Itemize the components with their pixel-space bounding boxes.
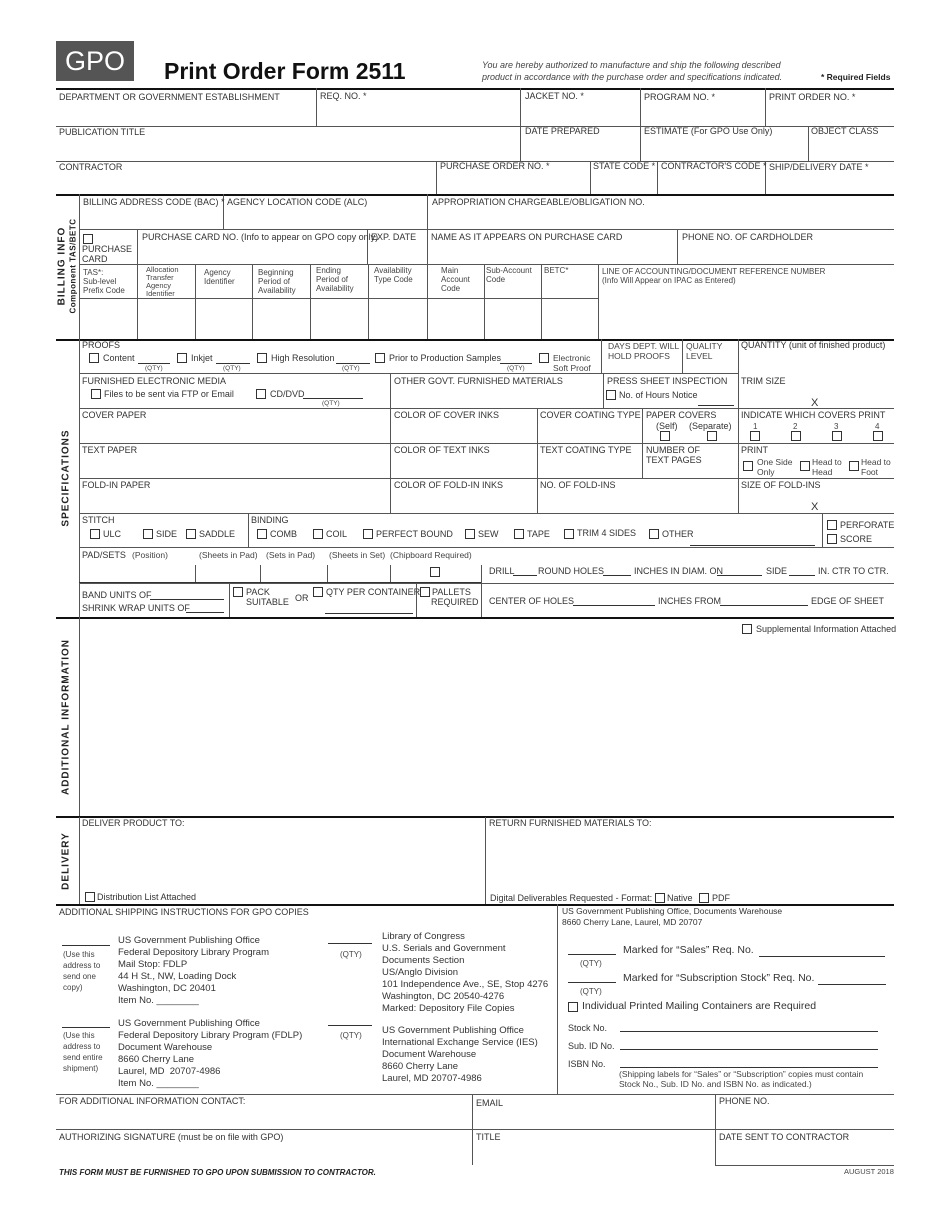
ending-period-label: Ending Period of Availability bbox=[316, 266, 354, 293]
comb-checkbox[interactable] bbox=[257, 529, 267, 539]
purchase-card-checkbox[interactable] bbox=[83, 234, 93, 244]
chipboard-label: (Chipboard Required) bbox=[390, 550, 472, 560]
sew-checkbox[interactable] bbox=[465, 529, 475, 539]
cover-2-checkbox[interactable] bbox=[791, 431, 801, 441]
purchase-order-no-label[interactable]: PURCHASE ORDER NO. * bbox=[440, 161, 550, 171]
in-ctr-to-ctr-label: IN. CTR TO CTR. bbox=[818, 566, 889, 576]
availability-type-label: Availability Type Code bbox=[374, 266, 413, 284]
jacket-no-label[interactable]: JACKET NO. * bbox=[525, 91, 584, 101]
round-holes-label: ROUND HOLES bbox=[538, 566, 605, 576]
comb-label: COMB bbox=[270, 529, 297, 539]
self-cover-label: (Self) bbox=[656, 421, 678, 431]
library-of-congress-address: Library of Congress U.S. Serials and Government Documents Section US/Anglo Division 101 Independence Ave., SE, Stop 4276 Washington, DC 20540-4276 Marked: Depository File Copies bbox=[382, 931, 549, 1014]
sub-account-label: Sub-Account Code bbox=[486, 266, 532, 284]
betc-label: BETC* bbox=[544, 266, 569, 275]
content-checkbox[interactable] bbox=[89, 353, 99, 363]
contractor-label[interactable]: CONTRACTOR bbox=[59, 162, 123, 172]
marked-subscription-label: Marked for “Subscription Stock” Req. No. bbox=[623, 972, 815, 984]
distribution-list-checkbox[interactable] bbox=[85, 892, 95, 902]
saddle-label: SADDLE bbox=[199, 529, 236, 539]
agency-identifier-label: Agency Identifier bbox=[204, 268, 235, 286]
no-foldins-label[interactable]: NO. OF FOLD-INS bbox=[540, 480, 616, 490]
other-binding-checkbox[interactable] bbox=[649, 529, 659, 539]
subscription-qty: (QTY) bbox=[580, 987, 602, 996]
fdlp-address: US Government Publishing Office Federal Depository Library Program Mail Stop: FDLP 44 H St., NW, Loading Dock Washington, DC 20401 Item No. ________ bbox=[118, 935, 270, 1006]
ftp-label: Files to be sent via FTP or Email bbox=[104, 389, 234, 399]
head-to-foot-label: Head to Foot bbox=[861, 457, 891, 477]
pallets-checkbox[interactable] bbox=[420, 587, 430, 597]
pallets-label: PALLETS REQUIRED bbox=[431, 587, 479, 607]
authorization-line-2: product in accordance with the purchase order and specifications indicated. bbox=[482, 72, 783, 82]
trim-4-sides-checkbox[interactable] bbox=[564, 529, 574, 539]
contractors-code-label[interactable]: CONTRACTOR'S CODE * bbox=[661, 161, 767, 171]
cover-3-label: 3 bbox=[834, 422, 839, 431]
cddvd-label: CD/DVD bbox=[270, 389, 305, 399]
exp-date-label[interactable]: EXP. DATE bbox=[371, 232, 417, 242]
cover-1-checkbox[interactable] bbox=[750, 431, 760, 441]
email-label[interactable]: EMAIL bbox=[476, 1098, 504, 1108]
program-no-label[interactable]: PROGRAM NO. * bbox=[644, 92, 716, 102]
size-foldins-label[interactable]: SIZE OF FOLD-INS bbox=[741, 480, 821, 490]
cover-paper-label[interactable]: COVER PAPER bbox=[82, 410, 147, 420]
cover-inks-label[interactable]: COLOR OF COVER INKS bbox=[394, 410, 500, 420]
ulc-label: ULC bbox=[103, 529, 122, 539]
shrink-wrap-label: SHRINK WRAP UNITS OF bbox=[82, 603, 190, 613]
cover-1-label: 1 bbox=[753, 422, 758, 431]
department-label[interactable]: DEPARTMENT OR GOVERNMENT ESTABLISHMENT bbox=[59, 92, 280, 102]
sheets-in-pad-label: (Sheets in Pad) bbox=[199, 550, 258, 560]
title-label[interactable]: TITLE bbox=[476, 1132, 501, 1142]
pdf-label: PDF bbox=[712, 893, 730, 903]
side-stitch-checkbox[interactable] bbox=[143, 529, 153, 539]
foldin-inks-label[interactable]: COLOR OF FOLD-IN INKS bbox=[394, 480, 504, 490]
req-no-label[interactable]: REQ. NO. * bbox=[320, 91, 367, 101]
sub-id-label: Sub. ID No. bbox=[568, 1041, 615, 1051]
perfect-bound-label: PERFECT BOUND bbox=[376, 529, 453, 539]
isbn-label: ISBN No. bbox=[568, 1059, 606, 1069]
perfect-bound-checkbox[interactable] bbox=[363, 529, 373, 539]
self-cover-checkbox[interactable] bbox=[660, 431, 670, 441]
signature-label[interactable]: AUTHORIZING SIGNATURE (must be on file with GPO) bbox=[59, 1132, 284, 1142]
inkjet-label: Inkjet bbox=[191, 353, 213, 363]
sets-in-pad-label: (Sets in Pad) bbox=[266, 550, 316, 560]
text-inks-label[interactable]: COLOR OF TEXT INKS bbox=[394, 445, 490, 455]
foldin-paper-label[interactable]: FOLD-IN PAPER bbox=[82, 480, 151, 490]
fdlp-warehouse-address: US Government Publishing Office Federal Depository Library Program (FDLP) Document Warehouse 8660 Cherry Lane Laurel, MD 20707-4986 Item No. ________ bbox=[118, 1018, 303, 1089]
electronic-proof-checkbox[interactable] bbox=[539, 353, 549, 363]
band-units-label: BAND UNITS OF bbox=[82, 590, 152, 600]
print-order-no-label[interactable]: PRINT ORDER NO. * bbox=[769, 92, 856, 102]
cover-4-label: 4 bbox=[875, 422, 880, 431]
additional-info-side-label: ADDITIONAL INFORMATION bbox=[60, 638, 72, 796]
marked-sales-label: Marked for “Sales” Req. No. bbox=[623, 944, 754, 956]
ftp-checkbox[interactable] bbox=[91, 389, 101, 399]
beginning-period-label: Beginning Period of Availability bbox=[258, 268, 296, 295]
foldin-size-x: X bbox=[811, 501, 819, 513]
quantity-label[interactable]: QUANTITY (unit of finished product) bbox=[741, 340, 886, 350]
prior-production-checkbox[interactable] bbox=[375, 353, 385, 363]
native-checkbox[interactable] bbox=[655, 893, 665, 903]
one-side-checkbox[interactable] bbox=[743, 461, 753, 471]
page-title: Print Order Form 2511 bbox=[164, 58, 406, 84]
number-text-pages-label[interactable]: NUMBER OF TEXT PAGES bbox=[646, 445, 702, 465]
separate-cover-checkbox[interactable] bbox=[707, 431, 717, 441]
state-code-label[interactable]: STATE CODE * bbox=[593, 161, 656, 171]
estimate-label[interactable]: ESTIMATE (For GPO Use Only) bbox=[644, 126, 773, 136]
publication-title-label[interactable]: PUBLICATION TITLE bbox=[59, 127, 146, 137]
individual-containers-checkbox[interactable] bbox=[568, 1002, 578, 1012]
inkjet-qty: (QTY) bbox=[223, 365, 241, 372]
paper-covers-label: PAPER COVERS bbox=[646, 410, 717, 420]
contact-label[interactable]: FOR ADDITIONAL INFORMATION CONTACT: bbox=[59, 1096, 246, 1106]
print-label: PRINT bbox=[741, 445, 768, 455]
high-res-qty: (QTY) bbox=[342, 365, 360, 372]
sales-qty: (QTY) bbox=[580, 959, 602, 968]
delivery-side-label: DELIVERY bbox=[60, 832, 72, 890]
return-to-label[interactable]: RETURN FURNISHED MATERIALS TO: bbox=[489, 818, 652, 828]
position-label: (Position) bbox=[132, 550, 168, 560]
binding-label: BINDING bbox=[251, 515, 289, 525]
shipping-labels-note: (Shipping labels for “Sales” or “Subscription” copies must contain Stock No., Sub. ID No. and ISBN No. as indicated.) bbox=[619, 1069, 864, 1089]
ulc-checkbox[interactable] bbox=[90, 529, 100, 539]
chipboard-checkbox[interactable] bbox=[430, 567, 440, 577]
fdlp-warehouse-qty: (QTY) bbox=[340, 1031, 362, 1040]
billing-component-side-label: Component TAS/BETC bbox=[68, 218, 78, 314]
phone-label[interactable]: PHONE NO. bbox=[719, 1096, 770, 1106]
cover-4-checkbox[interactable] bbox=[873, 431, 883, 441]
coil-label: COIL bbox=[326, 529, 348, 539]
saddle-checkbox[interactable] bbox=[186, 529, 196, 539]
press-sheet-label: PRESS SHEET INSPECTION bbox=[607, 376, 728, 386]
separate-cover-label: (Separate) bbox=[689, 421, 732, 431]
appropriation-label[interactable]: APPROPRIATION CHARGEABLE/OBLIGATION NO. bbox=[432, 197, 645, 207]
gpo-logo: GPO bbox=[56, 41, 134, 81]
cover-coating-label[interactable]: COVER COATING TYPE bbox=[540, 410, 641, 420]
trim-size-label[interactable]: TRIM SIZE bbox=[741, 376, 786, 386]
tape-checkbox[interactable] bbox=[514, 529, 524, 539]
which-covers-label: INDICATE WHICH COVERS PRINT bbox=[741, 410, 886, 420]
high-resolution-label: High Resolution bbox=[271, 353, 335, 363]
pack-suitable-checkbox[interactable] bbox=[233, 587, 243, 597]
shipping-instructions-label: ADDITIONAL SHIPPING INSTRUCTIONS FOR GPO COPIES bbox=[59, 907, 309, 917]
score-checkbox[interactable] bbox=[827, 534, 837, 544]
qty-container-checkbox[interactable] bbox=[313, 587, 323, 597]
specifications-side-label: SPECIFICATIONS bbox=[60, 429, 72, 527]
must-furnish-note: THIS FORM MUST BE FURNISHED TO GPO UPON SUBMISSION TO CONTRACTOR. bbox=[59, 1168, 376, 1177]
bac-label[interactable]: BILLING ADDRESS CODE (BAC) * bbox=[83, 197, 225, 207]
authorization-line-1: You are hereby authorized to manufacture and ship the following described bbox=[482, 60, 781, 70]
cover-3-checkbox[interactable] bbox=[832, 431, 842, 441]
days-hold-proofs-label[interactable]: DAYS DEPT. WILL HOLD PROOFS bbox=[608, 341, 680, 361]
date-prepared-label[interactable]: DATE PREPARED bbox=[525, 126, 600, 136]
drill-side-label: SIDE bbox=[766, 566, 788, 576]
edge-of-sheet-label: EDGE OF SHEET bbox=[811, 596, 885, 606]
score-label: SCORE bbox=[840, 534, 873, 544]
prior-production-qty: (QTY) bbox=[507, 365, 525, 372]
coil-checkbox[interactable] bbox=[313, 529, 323, 539]
individual-containers-label: Individual Printed Mailing Containers are Required bbox=[582, 1000, 817, 1012]
head-to-head-label: Head to Head bbox=[812, 457, 842, 477]
fdlp-qty: (QTY) bbox=[340, 950, 362, 959]
purchase-card-no-label[interactable]: PURCHASE CARD NO. (Info to appear on GPO copy only) bbox=[142, 232, 379, 242]
main-account-label: Main Account Code bbox=[441, 266, 470, 293]
purchase-card-label-l1: PURCHASE bbox=[82, 244, 133, 254]
cddvd-checkbox[interactable] bbox=[256, 389, 266, 399]
quality-level-label[interactable]: QUALITY LEVEL bbox=[686, 341, 723, 361]
cddvd-qty: (QTY) bbox=[322, 400, 340, 407]
name-on-card-label[interactable]: NAME AS IT APPEARS ON PURCHASE CARD bbox=[431, 232, 623, 242]
supplemental-label: Supplemental Information Attached bbox=[756, 624, 897, 634]
one-side-label: One Side Only bbox=[757, 457, 793, 477]
inkjet-checkbox[interactable] bbox=[177, 353, 187, 363]
ship-date-label[interactable]: SHIP/DELIVERY DATE * bbox=[769, 162, 869, 172]
side-stitch-label: SIDE bbox=[156, 529, 178, 539]
text-paper-label[interactable]: TEXT PAPER bbox=[82, 445, 138, 455]
inches-diam-label: INCHES IN DIAM. ON bbox=[634, 566, 724, 576]
inches-from-label: INCHES FROM bbox=[658, 596, 721, 606]
perforate-label: PERFORATE bbox=[840, 520, 895, 530]
object-class-label[interactable]: OBJECT CLASS bbox=[811, 126, 879, 136]
purchase-card-label-l2: CARD bbox=[82, 254, 108, 264]
cover-2-label: 2 bbox=[793, 422, 798, 431]
alc-label[interactable]: AGENCY LOCATION CODE (ALC) bbox=[227, 197, 368, 207]
pdf-checkbox[interactable] bbox=[699, 893, 709, 903]
warehouse-line-2: 8660 Cherry Lane, Laurel, MD 20707 bbox=[562, 917, 703, 927]
hours-notice-checkbox[interactable] bbox=[606, 390, 616, 400]
loa-label[interactable]: LINE OF ACCOUNTING/DOCUMENT REFERENCE NUMBER (Info Will Appear on IPAC as Entered) bbox=[602, 267, 826, 285]
text-coating-label[interactable]: TEXT COATING TYPE bbox=[540, 445, 632, 455]
content-qty: (QTY) bbox=[145, 365, 163, 372]
furnished-media-label: FURNISHED ELECTRONIC MEDIA bbox=[82, 376, 227, 386]
tas-label: TAS*: Sub-level Prefix Code bbox=[83, 268, 125, 295]
pack-suitable-label: PACK SUITABLE bbox=[246, 587, 289, 607]
deliver-to-label[interactable]: DELIVER PRODUCT TO: bbox=[82, 818, 185, 828]
center-holes-label: CENTER OF HOLES bbox=[489, 596, 575, 606]
native-label: Native bbox=[667, 893, 693, 903]
stock-no-label: Stock No. bbox=[568, 1023, 608, 1033]
other-binding-label: OTHER bbox=[662, 529, 694, 539]
hours-notice-label: No. of Hours Notice bbox=[619, 390, 698, 400]
perforate-checkbox[interactable] bbox=[827, 520, 837, 530]
warehouse-line-1: US Government Publishing Office, Documents Warehouse bbox=[562, 906, 783, 916]
digital-deliverables-label: Digital Deliverables Requested - Format: bbox=[490, 893, 653, 903]
high-resolution-checkbox[interactable] bbox=[257, 353, 267, 363]
tape-label: TAPE bbox=[527, 529, 550, 539]
required-fields-note: * Required Fields bbox=[821, 72, 891, 82]
distribution-list-label: Distribution List Attached bbox=[97, 892, 197, 902]
or-label: OR bbox=[295, 593, 309, 603]
other-govt-materials-label[interactable]: OTHER GOVT. FURNISHED MATERIALS bbox=[394, 376, 563, 386]
sheets-in-set-label: (Sheets in Set) bbox=[329, 550, 386, 560]
ies-address: US Government Publishing Office International Exchange Service (IES) Document Warehouse 8660 Cherry Lane Laurel, MD 20707-4986 bbox=[382, 1025, 538, 1084]
sew-label: SEW bbox=[478, 529, 499, 539]
prior-production-label: Prior to Production Samples bbox=[389, 353, 502, 363]
electronic-proof-label: Electronic Soft Proof bbox=[553, 353, 591, 373]
drill-label: DRILL bbox=[489, 566, 515, 576]
padsets-label: PAD/SETS bbox=[82, 550, 126, 560]
date-sent-label[interactable]: DATE SENT TO CONTRACTOR bbox=[719, 1132, 850, 1142]
allocation-label: Allocation Transfer Agency Identifier bbox=[146, 265, 179, 298]
content-label: Content bbox=[103, 353, 135, 363]
revision-date: AUGUST 2018 bbox=[844, 1167, 894, 1176]
trim-4-sides-label: TRIM 4 SIDES bbox=[577, 528, 637, 538]
billing-info-side-label: BILLING INFO bbox=[56, 226, 68, 306]
trim-size-x: X bbox=[811, 397, 819, 409]
use-entire-shipment-note: (Use this address to send entire shipment) bbox=[63, 1031, 103, 1073]
stitch-label: STITCH bbox=[82, 515, 115, 525]
phone-cardholder-label[interactable]: PHONE NO. OF CARDHOLDER bbox=[682, 232, 814, 242]
proofs-label: PROOFS bbox=[82, 340, 121, 350]
head-to-foot-checkbox[interactable] bbox=[849, 461, 859, 471]
supplemental-checkbox[interactable] bbox=[742, 624, 752, 634]
head-to-head-checkbox[interactable] bbox=[800, 461, 810, 471]
qty-container-label: QTY PER CONTAINER bbox=[326, 587, 421, 597]
use-one-copy-note: (Use this address to send one copy) bbox=[63, 950, 101, 992]
